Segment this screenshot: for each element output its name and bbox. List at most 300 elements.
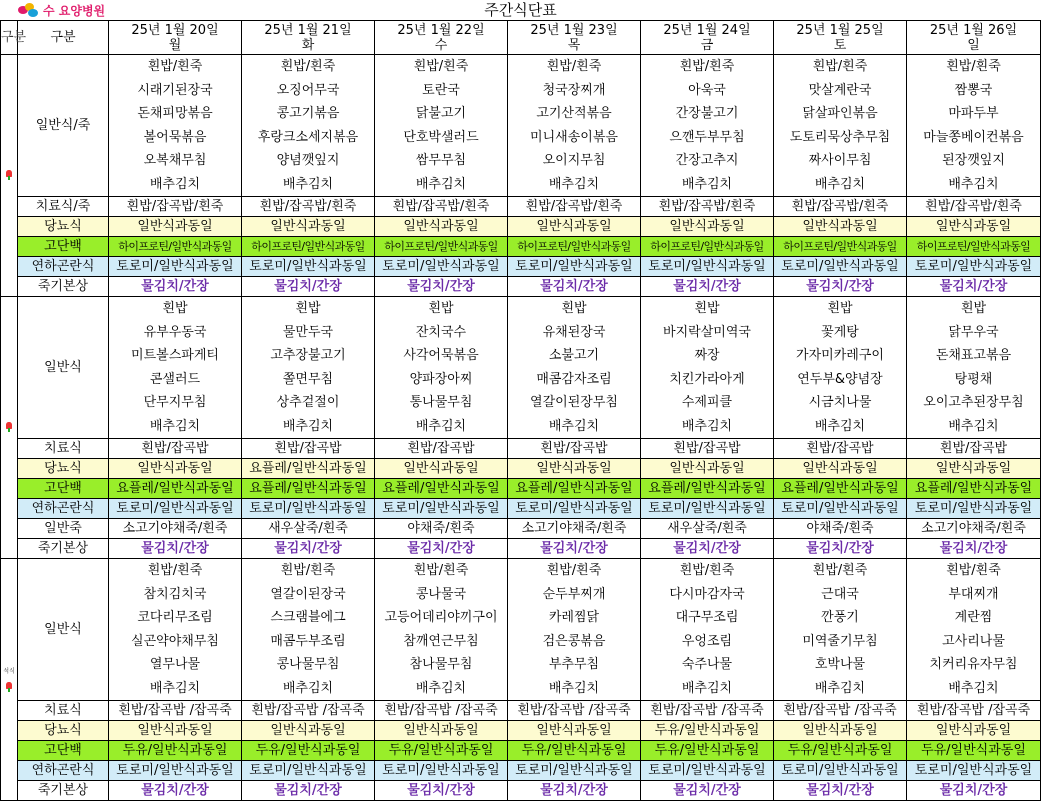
diet-value: 토로미/일반식과동일 [375, 499, 508, 519]
flower-icon [6, 170, 12, 177]
diet-value: 토로미/일반식과동일 [508, 761, 641, 781]
diet-row [1, 277, 1041, 297]
menu-item: 흰밥/흰죽 [375, 55, 508, 79]
diet-value: 흰밥/잡곡밥 /잡곡죽 [907, 701, 1041, 721]
diet-value: 일반식과동일 [508, 721, 641, 741]
diet-value: 흰밥/잡곡밥/흰죽 [774, 197, 907, 217]
diet-value: 토로미/일반식과동일 [774, 257, 907, 277]
diet-value: 요플레/일반식과동일 [242, 479, 375, 499]
diet-row [1, 539, 1041, 559]
menu-item: 흰밥 [907, 297, 1041, 321]
header-row [1, 21, 1041, 55]
diet-value: 토로미/일반식과동일 [375, 257, 508, 277]
menu-item: 배추김치 [242, 173, 375, 197]
menu-item: 배추김치 [375, 415, 508, 439]
diet-label: 죽기본상 [18, 277, 109, 297]
diet-label: 연하곤란식 [18, 257, 109, 277]
diet-value: 일반식과동일 [375, 459, 508, 479]
menu-item: 오복채무침 [109, 149, 242, 173]
meal-side-cell [1, 297, 18, 559]
menu-item: 흰밥 [375, 297, 508, 321]
diet-value: 물김치/간장 [641, 277, 774, 297]
menu-item: 부추무침 [508, 653, 641, 677]
meal-category: 일반식 [18, 559, 109, 701]
diet-value: 물김치/간장 [641, 539, 774, 559]
diet-value: 요플레/일반식과동일 [508, 479, 641, 499]
menu-item: 참나물무침 [375, 653, 508, 677]
diet-value: 일반식과동일 [242, 721, 375, 741]
diet-value: 소고기야채죽/흰죽 [109, 519, 242, 539]
diet-value: 토로미/일반식과동일 [242, 499, 375, 519]
diet-row [1, 459, 1041, 479]
menu-item: 단무지무침 [109, 391, 242, 415]
menu-row [1, 344, 1041, 368]
menu-item: 참깨연근무침 [375, 630, 508, 654]
diet-value: 두유/일반식과동일 [508, 741, 641, 761]
menu-row [1, 415, 1041, 439]
diet-row [1, 479, 1041, 499]
corner-cell [1, 21, 27, 55]
day-header [774, 21, 907, 55]
menu-item: 배추김치 [907, 173, 1041, 197]
diet-value: 하이프로틴/일반식과동일 [907, 237, 1041, 257]
menu-item: 고기산적볶음 [508, 102, 641, 126]
menu-item: 쌈무무침 [375, 149, 508, 173]
diet-value: 물김치/간장 [907, 781, 1041, 801]
column-label: 구분 [18, 21, 109, 55]
menu-item: 도토리묵상추무침 [774, 126, 907, 150]
diet-value: 소고기야채죽/흰죽 [508, 519, 641, 539]
day-date: 25년 1월 22일 [397, 22, 485, 38]
weekly-menu-table [0, 20, 1041, 801]
menu-item: 배추김치 [641, 173, 774, 197]
diet-value: 일반식과동일 [109, 721, 242, 741]
menu-item: 참치김치국 [109, 583, 242, 607]
menu-item: 토란국 [375, 79, 508, 103]
meal-side-cell [1, 559, 18, 801]
diet-value: 일반식과동일 [907, 721, 1041, 741]
diet-value: 두유/일반식과동일 [109, 741, 242, 761]
menu-item: 배추김치 [508, 415, 641, 439]
diet-value: 물김치/간장 [641, 781, 774, 801]
menu-item: 가자미카레구이 [774, 344, 907, 368]
menu-item: 열무나물 [109, 653, 242, 677]
diet-value: 물김치/간장 [242, 539, 375, 559]
menu-item: 닭무우국 [907, 321, 1041, 345]
diet-row [1, 519, 1041, 539]
diet-value: 두유/일반식과동일 [641, 741, 774, 761]
diet-row [1, 701, 1041, 721]
diet-value: 토로미/일반식과동일 [907, 257, 1041, 277]
diet-value: 토로미/일반식과동일 [109, 761, 242, 781]
day-weekday: 월 [168, 37, 182, 53]
menu-item: 간장고추지 [641, 149, 774, 173]
menu-item: 짬뽕국 [907, 79, 1041, 103]
day-date: 25년 1월 24일 [663, 22, 751, 38]
diet-value: 일반식과동일 [375, 217, 508, 237]
diet-value: 물김치/간장 [375, 277, 508, 297]
diet-value: 물김치/간장 [774, 781, 907, 801]
menu-item: 으깬두부무침 [641, 126, 774, 150]
day-header [242, 21, 375, 55]
diet-value: 일반식과동일 [907, 459, 1041, 479]
menu-item: 유부우동국 [109, 321, 242, 345]
menu-item: 미역줄기무침 [774, 630, 907, 654]
menu-item: 부대찌개 [907, 583, 1041, 607]
diet-label: 연하곤란식 [18, 761, 109, 781]
diet-value: 두유/일반식과동일 [641, 721, 774, 741]
diet-value: 토로미/일반식과동일 [907, 761, 1041, 781]
menu-item: 흰밥/흰죽 [907, 55, 1041, 79]
menu-item: 치커리유자무침 [907, 653, 1041, 677]
diet-label: 당뇨식 [18, 217, 109, 237]
menu-item: 계란찜 [907, 606, 1041, 630]
day-date: 25년 1월 20일 [131, 22, 219, 38]
menu-item: 검은콩볶음 [508, 630, 641, 654]
diet-value: 토로미/일반식과동일 [242, 761, 375, 781]
diet-value: 요플레/일반식과동일 [375, 479, 508, 499]
menu-item: 맛살계란국 [774, 79, 907, 103]
diet-value: 흰밥/잡곡밥/흰죽 [375, 197, 508, 217]
diet-value: 토로미/일반식과동일 [375, 761, 508, 781]
day-header [508, 21, 641, 55]
menu-row [1, 173, 1041, 197]
diet-value: 요플레/일반식과동일 [774, 479, 907, 499]
menu-row [1, 126, 1041, 150]
diet-value: 토로미/일반식과동일 [109, 257, 242, 277]
diet-label: 연하곤란식 [18, 499, 109, 519]
menu-item: 콘샐러드 [109, 368, 242, 392]
menu-row [1, 677, 1041, 701]
diet-value: 요플레/일반식과동일 [907, 479, 1041, 499]
menu-item: 청국장찌개 [508, 79, 641, 103]
menu-item: 흰밥/흰죽 [774, 55, 907, 79]
diet-value: 새우살죽/흰죽 [242, 519, 375, 539]
menu-item: 흰밥/흰죽 [774, 559, 907, 583]
menu-row [1, 391, 1041, 415]
menu-item: 배추김치 [508, 173, 641, 197]
menu-item: 흰밥/흰죽 [907, 559, 1041, 583]
diet-row [1, 721, 1041, 741]
menu-item: 흰밥/흰죽 [375, 559, 508, 583]
menu-item: 배추김치 [907, 677, 1041, 701]
menu-item: 오이고추된장무침 [907, 391, 1041, 415]
menu-item: 흰밥 [508, 297, 641, 321]
diet-row [1, 439, 1041, 459]
diet-value: 일반식과동일 [109, 217, 242, 237]
menu-item: 배추김치 [774, 173, 907, 197]
menu-item: 흰밥/흰죽 [641, 559, 774, 583]
diet-value: 물김치/간장 [774, 539, 907, 559]
menu-item: 된장깻잎지 [907, 149, 1041, 173]
diet-value: 흰밥/잡곡밥 [375, 439, 508, 459]
menu-item: 소불고기 [508, 344, 641, 368]
diet-value: 물김치/간장 [907, 539, 1041, 559]
menu-row [1, 368, 1041, 392]
menu-row [1, 321, 1041, 345]
menu-item: 배추김치 [641, 677, 774, 701]
menu-item: 깐풍기 [774, 606, 907, 630]
menu-item: 물만두국 [242, 321, 375, 345]
meal-side-cell [1, 55, 18, 297]
diet-label: 치료식 [18, 701, 109, 721]
menu-item: 흰밥/흰죽 [508, 559, 641, 583]
diet-value: 토로미/일반식과동일 [774, 499, 907, 519]
diet-value: 토로미/일반식과동일 [109, 499, 242, 519]
day-date: 25년 1월 21일 [264, 22, 352, 38]
menu-row [1, 606, 1041, 630]
diet-value: 토로미/일반식과동일 [508, 257, 641, 277]
diet-value: 토로미/일반식과동일 [641, 761, 774, 781]
menu-item: 배추김치 [774, 415, 907, 439]
day-date: 25년 1월 23일 [530, 22, 618, 38]
diet-value: 흰밥/잡곡밥 /잡곡죽 [109, 701, 242, 721]
menu-item: 잔치국수 [375, 321, 508, 345]
menu-item: 꽃게탕 [774, 321, 907, 345]
menu-item: 흰밥 [774, 297, 907, 321]
diet-value: 일반식과동일 [907, 217, 1041, 237]
diet-value: 흰밥/잡곡밥/흰죽 [907, 197, 1041, 217]
menu-item: 근대국 [774, 583, 907, 607]
menu-item: 카레찜닭 [508, 606, 641, 630]
menu-item: 단호박샐러드 [375, 126, 508, 150]
menu-item: 배추김치 [641, 415, 774, 439]
menu-item: 아욱국 [641, 79, 774, 103]
diet-label: 치료식 [18, 439, 109, 459]
day-weekday: 목 [567, 37, 581, 53]
menu-item: 짜장 [641, 344, 774, 368]
flower-icon [6, 682, 12, 689]
menu-item: 순두부찌개 [508, 583, 641, 607]
diet-label: 일반죽 [18, 519, 109, 539]
diet-value: 물김치/간장 [774, 277, 907, 297]
diet-value: 일반식과동일 [641, 459, 774, 479]
diet-value: 야채죽/흰죽 [375, 519, 508, 539]
menu-item: 배추김치 [109, 415, 242, 439]
menu-item: 짜사이무침 [774, 149, 907, 173]
diet-row [1, 257, 1041, 277]
diet-value: 토로미/일반식과동일 [774, 761, 907, 781]
diet-value: 하이프로틴/일반식과동일 [242, 237, 375, 257]
diet-value: 하이프로틴/일반식과동일 [641, 237, 774, 257]
diet-value: 흰밥/잡곡밥 /잡곡죽 [375, 701, 508, 721]
diet-value: 일반식과동일 [375, 721, 508, 741]
diet-row [1, 217, 1041, 237]
diet-value: 요플레/일반식과동일 [109, 479, 242, 499]
diet-row [1, 741, 1041, 761]
diet-value: 하이프로틴/일반식과동일 [109, 237, 242, 257]
diet-value: 일반식과동일 [774, 459, 907, 479]
diet-value: 하이프로틴/일반식과동일 [375, 237, 508, 257]
diet-value: 물김치/간장 [508, 539, 641, 559]
diet-value: 물김치/간장 [508, 277, 641, 297]
menu-item: 흰밥/흰죽 [641, 55, 774, 79]
diet-value: 일반식과동일 [508, 217, 641, 237]
menu-item: 흰밥/흰죽 [508, 55, 641, 79]
diet-label: 치료식/죽 [18, 197, 109, 217]
menu-item: 흰밥/흰죽 [242, 559, 375, 583]
diet-value: 흰밥/잡곡밥 /잡곡죽 [774, 701, 907, 721]
menu-item: 시금치나물 [774, 391, 907, 415]
diet-value: 일반식과동일 [641, 217, 774, 237]
meal-side-label: 석식 [3, 667, 15, 675]
diet-label: 고단백 [18, 479, 109, 499]
diet-value: 토로미/일반식과동일 [242, 257, 375, 277]
diet-row [1, 761, 1041, 781]
menu-item: 흰밥/흰죽 [109, 55, 242, 79]
day-date: 25년 1월 25일 [796, 22, 884, 38]
diet-value: 하이프로틴/일반식과동일 [508, 237, 641, 257]
diet-label: 고단백 [18, 741, 109, 761]
day-weekday: 금 [700, 37, 714, 53]
day-header [375, 21, 508, 55]
menu-item: 고등어데리야끼구이 [375, 606, 508, 630]
menu-item: 배추김치 [109, 173, 242, 197]
diet-value: 토로미/일반식과동일 [508, 499, 641, 519]
menu-item: 열갈이된장국 [242, 583, 375, 607]
diet-value: 두유/일반식과동일 [375, 741, 508, 761]
top-bar [0, 0, 1041, 20]
menu-item: 배추김치 [242, 677, 375, 701]
diet-value: 물김치/간장 [375, 539, 508, 559]
diet-value: 하이프로틴/일반식과동일 [774, 237, 907, 257]
diet-value: 일반식과동일 [242, 217, 375, 237]
diet-value: 두유/일반식과동일 [907, 741, 1041, 761]
diet-value: 흰밥/잡곡밥/흰죽 [508, 197, 641, 217]
menu-item: 오이지무침 [508, 149, 641, 173]
menu-row [1, 149, 1041, 173]
menu-item: 치킨가라아게 [641, 368, 774, 392]
diet-value: 일반식과동일 [774, 217, 907, 237]
menu-item: 미니새송이볶음 [508, 126, 641, 150]
diet-row [1, 781, 1041, 801]
menu-item: 코다리무조림 [109, 606, 242, 630]
day-date: 25년 1월 26일 [929, 22, 1018, 38]
menu-item: 배추김치 [109, 677, 242, 701]
diet-value: 물김치/간장 [109, 539, 242, 559]
menu-item: 흰밥 [242, 297, 375, 321]
menu-item: 오징어무국 [242, 79, 375, 103]
diet-value: 흰밥/잡곡밥 [242, 439, 375, 459]
menu-item: 수제피클 [641, 391, 774, 415]
diet-value: 물김치/간장 [242, 781, 375, 801]
diet-value: 흰밥/잡곡밥 /잡곡죽 [508, 701, 641, 721]
diet-value: 흰밥/잡곡밥/흰죽 [242, 197, 375, 217]
diet-value: 두유/일반식과동일 [242, 741, 375, 761]
menu-item: 대구무조림 [641, 606, 774, 630]
menu-item: 호박나물 [774, 653, 907, 677]
menu-item: 실곤약야채무침 [109, 630, 242, 654]
diet-label: 당뇨식 [18, 721, 109, 741]
menu-item: 마늘쫑베이컨볶음 [907, 126, 1041, 150]
menu-row [1, 79, 1041, 103]
menu-item: 콩고기볶음 [242, 102, 375, 126]
menu-item: 흰밥/흰죽 [109, 559, 242, 583]
day-header [109, 21, 242, 55]
menu-row [1, 297, 1041, 321]
menu-item: 시래기된장국 [109, 79, 242, 103]
diet-value: 흰밥/잡곡밥 /잡곡죽 [641, 701, 774, 721]
menu-item: 상추겉절이 [242, 391, 375, 415]
menu-item: 사각어묵볶음 [375, 344, 508, 368]
diet-value: 흰밥/잡곡밥 [109, 439, 242, 459]
menu-item: 바지락살미역국 [641, 321, 774, 345]
diet-value: 두유/일반식과동일 [774, 741, 907, 761]
diet-value: 물김치/간장 [508, 781, 641, 801]
day-weekday: 화 [301, 37, 315, 53]
day-weekday: 토 [833, 37, 847, 53]
menu-item: 배추김치 [508, 677, 641, 701]
diet-value: 흰밥/잡곡밥/흰죽 [641, 197, 774, 217]
page-title: 주간식단표 [484, 1, 557, 19]
menu-row [1, 583, 1041, 607]
menu-item: 열갈이된장무침 [508, 391, 641, 415]
diet-label: 죽기본상 [18, 781, 109, 801]
menu-item: 탕평채 [907, 368, 1041, 392]
flower-icon [6, 422, 12, 429]
menu-item: 콩나물무침 [242, 653, 375, 677]
diet-value: 토로미/일반식과동일 [641, 499, 774, 519]
menu-row [1, 559, 1041, 583]
day-weekday: 수 [434, 37, 448, 53]
menu-row [1, 630, 1041, 654]
diet-value: 요플레/일반식과동일 [242, 459, 375, 479]
diet-value: 물김치/간장 [907, 277, 1041, 297]
diet-value: 일반식과동일 [508, 459, 641, 479]
menu-item: 배추김치 [774, 677, 907, 701]
diet-value: 흰밥/잡곡밥 [907, 439, 1041, 459]
diet-value: 물김치/간장 [109, 781, 242, 801]
menu-item: 유채된장국 [508, 321, 641, 345]
corner-label: 구분 [1, 30, 27, 45]
diet-value: 일반식과동일 [109, 459, 242, 479]
menu-item: 배추김치 [375, 173, 508, 197]
menu-item: 돈채표고볶음 [907, 344, 1041, 368]
diet-label: 고단백 [18, 237, 109, 257]
menu-item: 흰밥 [109, 297, 242, 321]
diet-row [1, 237, 1041, 257]
menu-item: 연두부&양념장 [774, 368, 907, 392]
menu-item: 간장불고기 [641, 102, 774, 126]
menu-item: 매콤감자조림 [508, 368, 641, 392]
diet-value: 물김치/간장 [109, 277, 242, 297]
menu-item: 고사리나물 [907, 630, 1041, 654]
menu-item: 흰밥/흰죽 [242, 55, 375, 79]
menu-item: 매콤두부조림 [242, 630, 375, 654]
menu-item: 쫄면무침 [242, 368, 375, 392]
menu-item: 스크램블에그 [242, 606, 375, 630]
meal-category: 일반식 [18, 297, 109, 439]
menu-item: 배추김치 [242, 415, 375, 439]
diet-value: 소고기야채죽/흰죽 [907, 519, 1041, 539]
menu-item: 미트볼스파게티 [109, 344, 242, 368]
menu-item: 배추김치 [375, 677, 508, 701]
diet-value: 물김치/간장 [375, 781, 508, 801]
menu-item: 숙주나물 [641, 653, 774, 677]
diet-value: 흰밥/잡곡밥 [774, 439, 907, 459]
menu-item: 고추장불고기 [242, 344, 375, 368]
diet-value: 토로미/일반식과동일 [641, 257, 774, 277]
diet-row [1, 499, 1041, 519]
menu-item: 배추김치 [907, 415, 1041, 439]
menu-item: 우엉조림 [641, 630, 774, 654]
menu-item: 통나물무침 [375, 391, 508, 415]
diet-value: 일반식과동일 [774, 721, 907, 741]
diet-value: 토로미/일반식과동일 [907, 499, 1041, 519]
menu-item: 볼어묵볶음 [109, 126, 242, 150]
menu-item: 닭불고기 [375, 102, 508, 126]
diet-value: 흰밥/잡곡밥/흰죽 [109, 197, 242, 217]
